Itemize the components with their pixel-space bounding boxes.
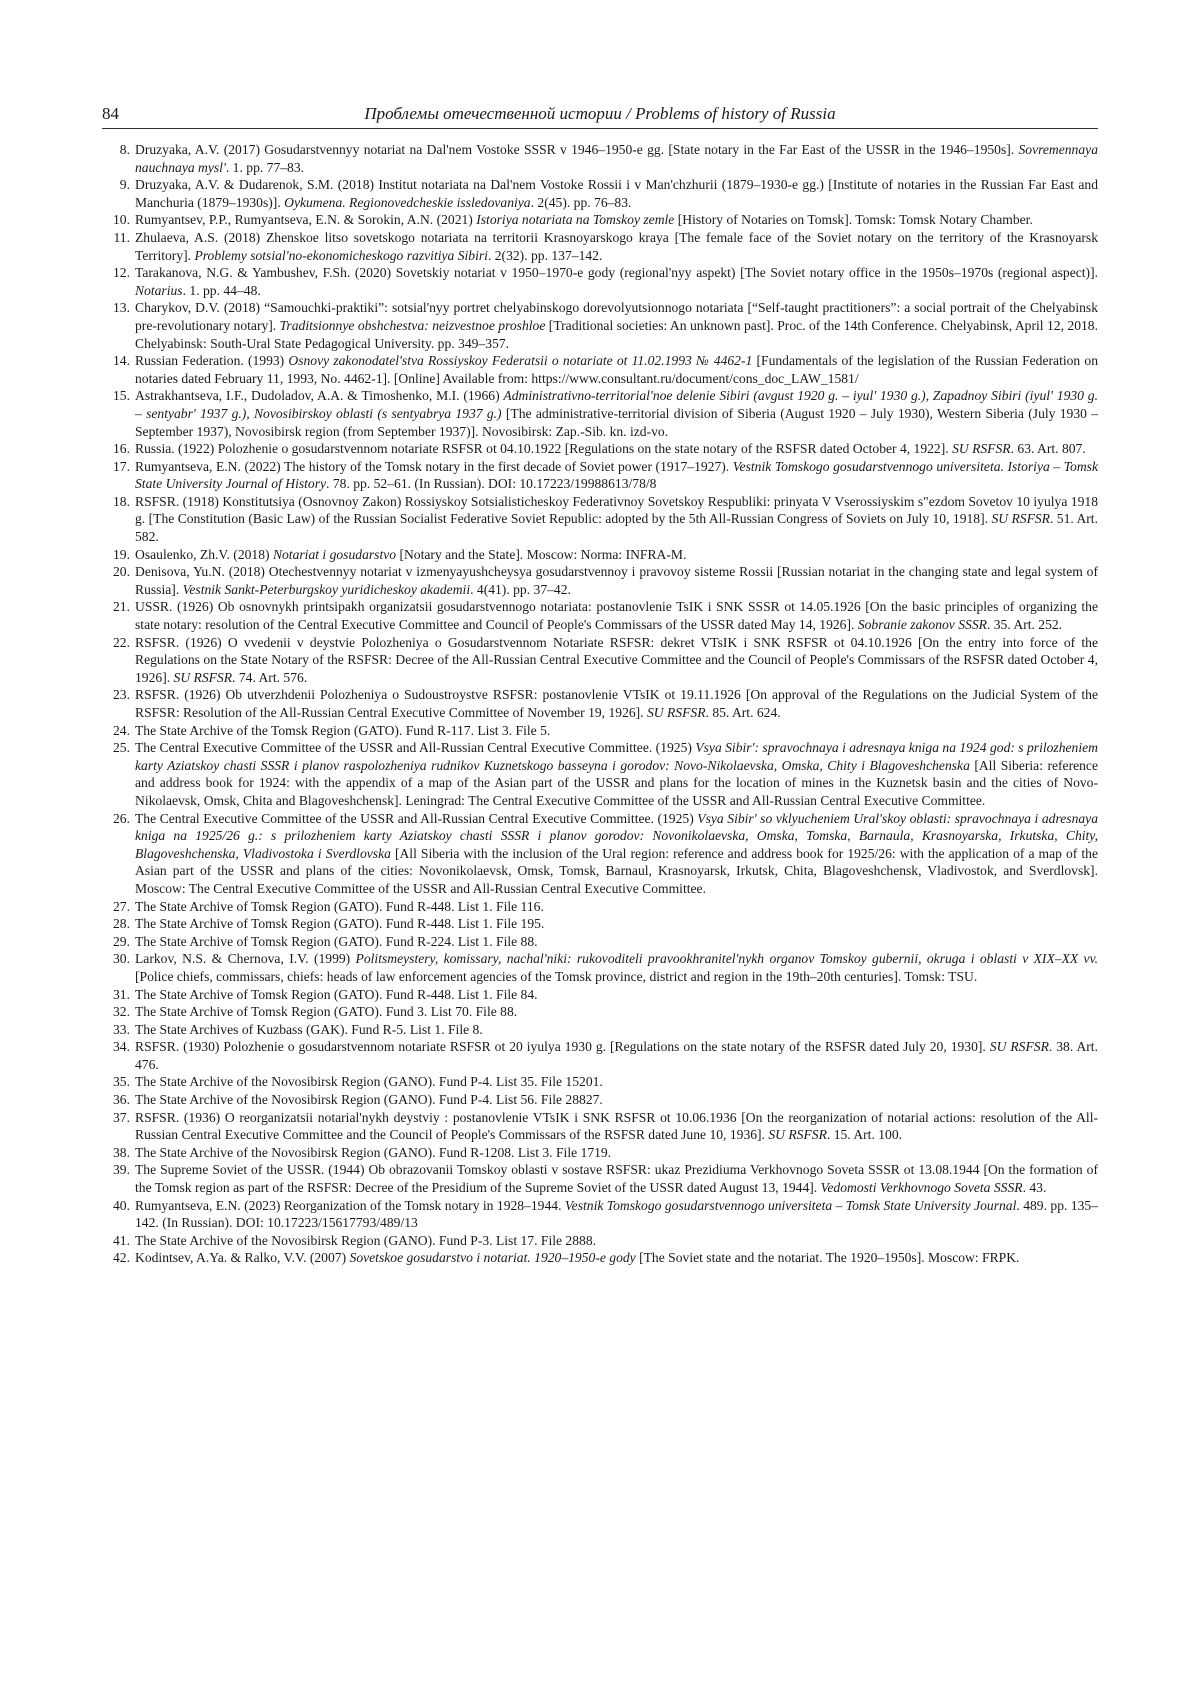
reference-text: [135, 211, 1098, 229]
reference-number: 10.: [113, 212, 130, 228]
reference-text: [135, 915, 1098, 933]
reference-segment: The State Archive of the Novosibirsk Region (GANO). Fund R-1208. List 3. File 1719.: [135, 1144, 612, 1160]
reference-item: [102, 634, 1098, 687]
reference-segment: The State Archive of the Novosibirsk Region (GANO). Fund P-4. List 35. File 15201.: [135, 1074, 603, 1090]
reference-italic-segment: SU RSFSR: [173, 669, 233, 685]
reference-number: 34.: [113, 1039, 130, 1055]
reference-text: [135, 493, 1098, 546]
reference-item: [102, 229, 1098, 264]
reference-italic-segment: SU RSFSR: [989, 1039, 1049, 1055]
reference-item: [102, 563, 1098, 598]
reference-text: [135, 634, 1098, 687]
reference-segment: Astrakhantseva, I.F., Dudoladov, A.A. & Timoshenko, M.I. (1966): [135, 388, 504, 404]
reference-item: [102, 598, 1098, 633]
page-header: [102, 104, 1098, 129]
reference-segment: The State Archive of the Novosibirsk Region (GANO). Fund P-4. List 56. File 28827.: [135, 1092, 603, 1108]
reference-text: [135, 810, 1098, 898]
reference-item: [102, 898, 1098, 916]
reference-segment: . 1. pp. 77–83.: [225, 159, 305, 175]
reference-number: 35.: [113, 1074, 130, 1090]
reference-segment: The State Archives of Kuzbass (GAK). Fund R-5. List 1. File 8.: [135, 1021, 483, 1037]
reference-number: 33.: [113, 1021, 130, 1037]
reference-item: [102, 1197, 1098, 1232]
reference-segment: Larkov, N.S. & Chernova, I.V. (1999): [135, 951, 356, 967]
reference-italic-segment: Notarius: [135, 282, 183, 298]
reference-number: 15.: [113, 388, 130, 404]
reference-segment: . 38. Art. 476.: [135, 1039, 1098, 1072]
reference-segment: . 2(32). pp. 137–142.: [487, 247, 603, 263]
reference-segment: [All Siberia with the inclusion of the Ural region: reference and address book for 1925/26: with the application of a map of the Asian part of the USSR and plans of the cities: Novonikolaevsk, Omsk, Tomsk, Barnaul, Krasnoyarsk, Irkutsk, Chita, Blagoveshchensk, Vladivostok, and Sverdlovsk]. Moscow: The Central Executive Committee of the USSR and All-Russian Central Executive Committee.: [135, 845, 1098, 896]
reference-segment: The Central Executive Committee of the USSR and All-Russian Central Executive Committee. (1925): [135, 740, 696, 756]
reference-segment: . 2(45). pp. 76–83.: [530, 194, 632, 210]
reference-segment: . 35. Art. 252.: [986, 617, 1063, 633]
reference-item: [102, 264, 1098, 299]
running-head: Проблемы отечественной истории / Problems of history of Russia: [364, 104, 836, 123]
reference-text: [135, 598, 1098, 633]
reference-italic-segment: Vsya Sibir': spravochnaya i adresnaya kniga na 1924 god: s prilozheniem karty Aziatskoy chasti SSSR i planov raspolozheniya rudnikov Kuznetskogo basseyna i gorodov: Novo-Nikolaevska, Omska, Chity i Blagoveshchenska: [135, 740, 1098, 773]
reference-text: [135, 1109, 1098, 1144]
page-number: 84: [102, 104, 119, 123]
reference-text: [135, 898, 1098, 916]
reference-item: [102, 176, 1098, 211]
reference-italic-segment: Vedomosti Verkhovnogo Soveta SSSR: [820, 1180, 1023, 1196]
reference-italic-segment: Vestnik Tomskogo gosudarstvennogo universiteta. Istoriya – Tomsk State University Journal of History: [135, 458, 1098, 492]
reference-italic-segment: Notariat i gosudarstvo: [272, 546, 397, 562]
reference-segment: RSFSR. (1926) O vvedenii v deystvie Polozheniya o Gosudarstvennom Notariate RSFSR: dekret VTsIK i SNK RSFSR ot 04.10.1926 [On the entry into force of the Regulations on the State Notary of the RSFSR: Decree of the All-Russian Central Executive Committee and the Council of People's Commissars of the RSFSR dated October 4, 1926].: [135, 634, 1098, 685]
reference-segment: RSFSR. (1918) Konstitutsiya (Osnovnoy Zakon) Rossiyskoy Sotsialisticheskoy Federativnoy Sovetskoy Respubliki: prinyata V Vserossiyskim s"ezdom Sovetov 10 iyulya 1918 g. [The Constitution (Basic Law) of the Russian Socialist Federative Soviet Republic: adopted by the 5th All-Russian Congress of Soviets on July 10, 1918].: [135, 493, 1098, 527]
reference-item: [102, 1073, 1098, 1091]
reference-number: 21.: [113, 599, 130, 615]
reference-segment: [The administrative-territorial division of Siberia (August 1920 – July 1930), Western Siberia (July 1930 – September 1937), Novosibirsk region (from September 1937)]. Novosibirsk: Zap.-Sib. kn. izd-vo.: [135, 405, 1098, 439]
reference-segment: Osaulenko, Zh.V. (2018): [135, 546, 273, 562]
reference-number: 18.: [113, 493, 130, 509]
reference-number: 14.: [113, 353, 130, 369]
reference-text: [135, 141, 1098, 176]
reference-segment: Denisova, Yu.N. (2018) Otechestvennyy notariat v izmenyayushcheysya gosudarstvennoy i pravovoy sisteme Rossii [Russian notariat in the changing state and legal system of Russia].: [135, 564, 1098, 597]
reference-italic-segment: Sovetskoe gosudarstvo i notariat. 1920–1950-e gody: [349, 1250, 636, 1266]
reference-text: [135, 352, 1098, 387]
reference-segment: USSR. (1926) Ob osnovnykh printsipakh organizatsii gosudarstvennogo notariata: postanovlenie TsIK i SNK SSSR ot 14.05.1926 [On the basic principles of organizing the state notary: resolution of the Central Executive Committee and Council of People's Commissars of the USSR dated May 14, 1926].: [135, 599, 1098, 633]
reference-number: 20.: [113, 564, 130, 580]
reference-segment: The State Archive of the Tomsk Region (GATO). Fund R-117. List 3. File 5.: [135, 722, 551, 738]
reference-italic-segment: Oykumena. Regionovedcheskie issledovaniya: [284, 194, 531, 210]
reference-item: [102, 440, 1098, 458]
reference-number: 11.: [113, 229, 130, 245]
reference-item: [102, 1232, 1098, 1250]
reference-item: [102, 739, 1098, 809]
reference-number: 13.: [113, 300, 130, 316]
reference-segment: RSFSR. (1936) O reorganizatsii notarial'nykh deystviy : postanovlenie VTsIK i SNK RSFSR ot 10.06.1936 [On the reorganization of notarial actions: resolution of the All-Russian Central Executive Committee and the Council of People's Commissars of the RSFSR dated June 10, 1936].: [135, 1109, 1098, 1143]
reference-segment: Zhulaeva, A.S. (2018) Zhenskoe litso sovetskogo notariata na territorii Krasnoyarskogo kraya [The female face of the Soviet notary on the territory of the Krasnoyarsk Territory].: [135, 229, 1098, 263]
reference-segment: Russian Federation. (1993): [135, 353, 289, 369]
reference-number: 27.: [113, 898, 130, 914]
reference-segment: [Notary and the State]. Moscow: Norma: INFRA-M.: [396, 546, 687, 562]
reference-number: 31.: [113, 986, 130, 1002]
reference-item: [102, 722, 1098, 740]
reference-number: 39.: [113, 1162, 130, 1178]
reference-italic-segment: SU RSFSR: [952, 441, 1011, 457]
reference-number: 8.: [119, 142, 130, 157]
reference-segment: . 63. Art. 807.: [1010, 441, 1086, 457]
reference-item: [102, 1038, 1098, 1073]
reference-number: 41.: [113, 1232, 130, 1248]
reference-number: 30.: [113, 951, 130, 967]
reference-segment: . 4(41). pp. 37–42.: [470, 581, 571, 597]
reference-segment: . 1. pp. 44–48.: [182, 282, 261, 298]
reference-text: [135, 387, 1098, 440]
reference-number: 24.: [113, 722, 130, 738]
reference-item: [102, 810, 1098, 898]
reference-text: [135, 1144, 1098, 1162]
reference-item: [102, 950, 1098, 985]
reference-text: [135, 1038, 1098, 1073]
reference-segment: . 51. Art. 582.: [135, 511, 1098, 545]
reference-text: [135, 1003, 1098, 1021]
reference-italic-segment: Sobranie zakonov SSSR: [857, 617, 987, 633]
reference-number: 28.: [113, 916, 130, 932]
reference-italic-segment: SU RSFSR: [646, 705, 706, 720]
reference-text: [135, 686, 1098, 721]
reference-number: 16.: [113, 441, 130, 457]
reference-segment: Charykov, D.V. (2018) “Samouchki-praktiki”: sotsial'nyy portret chelyabinskogo dorevolyutsionnogo notariata [“Self-taught practitioners”: a social portrait of the Chelyabinsk pre-revolutionary notary].: [135, 300, 1098, 333]
reference-item: [102, 299, 1098, 352]
reference-number: 37.: [113, 1109, 130, 1125]
reference-text: [135, 1091, 1098, 1109]
reference-italic-segment: SU RSFSR: [768, 1127, 827, 1143]
reference-segment: [All Siberia: reference and address book for 1924: with the appendix of a map of the Asian part of the USSR and plans for the location of mines in the Kuznetsk basin and the cities of Novo-Nikolaevsk, Omsk, Chita and Blagoveshchensk]. Leningrad: The Central Executive Committee of the USSR and All-Russian Central Executive Committee.: [135, 757, 1099, 808]
reference-number: 38.: [113, 1144, 130, 1160]
reference-list: [102, 141, 1098, 1267]
reference-segment: The State Archive of Tomsk Region (GATO). Fund R-448. List 1. File 116.: [135, 898, 544, 914]
reference-italic-segment: Vsya Sibir' so vklyucheniem Ural'skoy oblasti: spravochnaya i adresnaya kniga na 1925/26 g.: s prilozheniem karty Aziatskoy chasti SSSR i planov gorodov: Novonikolaevska, Omska, Tomska, Barnaula, Krasnoyarska, Irkutska, Chity, Blagoveshchenska, Vladivostoka i Sverdlovska: [135, 810, 1098, 861]
reference-italic-segment: Traditsionnye obshchestva: neizvestnoe proshloe: [279, 317, 546, 333]
reference-segment: [Fundamentals of the legislation of the Russian Federation on notaries dated February 11, 1993, No. 4462-1]. [Online] Available from: https://www.consultant.ru/document/cons_doc_LAW_1581/: [135, 353, 1098, 386]
reference-number: 29.: [113, 933, 130, 949]
reference-text: [135, 722, 1098, 740]
reference-text: [135, 1249, 1098, 1267]
reference-text: [135, 440, 1098, 458]
reference-italic-segment: Osnovy zakonodatel'stva Rossiyskoy Federatsii o notariate ot 11.02.1993 № 4462-1: [288, 353, 753, 369]
reference-text: [135, 950, 1098, 985]
reference-number: 17.: [113, 458, 130, 474]
reference-text: [135, 229, 1098, 264]
reference-segment: The State Archive of Tomsk Region (GATO). Fund R-224. List 1. File 88.: [135, 933, 538, 949]
reference-segment: Rumyantseva, E.N. (2023) Reorganization of the Tomsk notary in 1928–1944.: [135, 1197, 565, 1213]
reference-segment: [Police chiefs, commissars, chiefs: heads of law enforcement agencies of the Tomsk province, district and region in the 19th–20th centuries]. Tomsk: TSU.: [135, 968, 978, 984]
reference-text: [135, 546, 1098, 564]
reference-number: 9.: [119, 177, 130, 193]
reference-segment: Druzyaka, A.V. & Dudarenok, S.M. (2018) Institut notariata na Dal'nem Vostoke Rossii i v Man'chzhurii (1879–1930-e gg.) [Institute of notaries in the Russian Far East and Manchuria (1879–1930s)].: [135, 177, 1098, 210]
reference-item: [102, 686, 1098, 721]
reference-item: [102, 1144, 1098, 1162]
reference-text: [135, 1197, 1098, 1232]
reference-segment: . 489. pp. 135–142. (In Russian). DOI: 10.17223/15617793/489/13: [135, 1197, 1098, 1231]
reference-item: [102, 1161, 1098, 1196]
reference-text: [135, 563, 1098, 598]
reference-number: 12.: [113, 265, 130, 281]
reference-number: 40.: [113, 1197, 130, 1213]
reference-item: [102, 1109, 1098, 1144]
reference-italic-segment: SU RSFSR: [991, 511, 1050, 527]
reference-text: [135, 1021, 1098, 1039]
reference-italic-segment: Administrativno-territorial'noe delenie Sibiri (avgust 1920 g. – iyul' 1930 g.), Zapadnoy Sibiri (iyul' 1930 g. – sentyabr' 1937 g.), Novosibirskoy oblasti (s sentyabrya 1937 g.): [135, 388, 1098, 421]
reference-number: 23.: [113, 687, 130, 703]
reference-item: [102, 986, 1098, 1004]
reference-item: [102, 915, 1098, 933]
reference-segment: RSFSR. (1930) Polozhenie o gosudarstvennom notariate RSFSR ot 20 iyulya 1930 g. [Regulations on the state notary of the RSFSR dated July 20, 1930].: [135, 1039, 990, 1055]
reference-segment: The State Archive of Tomsk Region (GATO). Fund 3. List 70. File 88.: [135, 1004, 518, 1020]
reference-number: 19.: [113, 546, 130, 562]
reference-segment: Rumyantsev, P.P., Rumyantseva, E.N. & Sorokin, A.N. (2021): [135, 212, 477, 228]
reference-segment: . 85. Art. 624.: [705, 705, 781, 720]
reference-text: [135, 986, 1098, 1004]
reference-text: [135, 933, 1098, 951]
reference-segment: The Central Executive Committee of the USSR and All-Russian Central Executive Committee. (1925): [135, 810, 698, 826]
reference-text: [135, 176, 1098, 211]
reference-segment: Rumyantseva, E.N. (2022) The history of the Tomsk notary in the first decade of Soviet power (1917–1927).: [135, 458, 733, 474]
reference-italic-segment: Problemy sotsial'no-ekonomicheskogo razvitiya Sibiri: [194, 247, 488, 263]
reference-item: [102, 1091, 1098, 1109]
reference-text: [135, 1232, 1098, 1250]
reference-number: 26.: [113, 810, 130, 826]
reference-segment: [Traditional societies: An unknown past]. Proc. of the 14th Conference. Chelyabinsk, April 12, 2018. Chelyabinsk: South-Ural State Pedagogical University. pp. 349–357.: [135, 317, 1098, 351]
reference-item: [102, 458, 1098, 493]
reference-item: [102, 493, 1098, 546]
reference-item: [102, 1021, 1098, 1039]
reference-segment: . 78. pp. 52–61. (In Russian). DOI: 10.17223/19988613/78/8: [326, 476, 657, 492]
reference-segment: The State Archive of Tomsk Region (GATO). Fund R-448. List 1. File 195.: [135, 916, 545, 932]
reference-segment: The State Archive of the Novosibirsk Region (GANO). Fund P-3. List 17. File 2888.: [135, 1232, 597, 1248]
reference-segment: Russia. (1922) Polozhenie o gosudarstvennom notariate RSFSR ot 04.10.1922 [Regulations on the state notary of the RSFSR dated October 4, 1922].: [135, 441, 953, 457]
reference-number: 42.: [113, 1250, 130, 1266]
reference-item: [102, 546, 1098, 564]
reference-text: [135, 299, 1098, 352]
reference-segment: The State Archive of Tomsk Region (GATO). Fund R-448. List 1. File 84.: [135, 986, 538, 1002]
reference-item: [102, 933, 1098, 951]
reference-segment: . 43.: [1022, 1180, 1047, 1196]
reference-number: 32.: [113, 1004, 130, 1020]
reference-segment: [The Soviet state and the notariat. The 1920–1950s]. Moscow: FRPK.: [635, 1250, 1020, 1266]
reference-item: [102, 141, 1098, 176]
page: [102, 104, 1098, 1267]
reference-item: [102, 1249, 1098, 1267]
reference-text: [135, 1161, 1098, 1196]
reference-italic-segment: Politsmeystery, komissary, nachal'niki: rukovoditeli pravookhranitel'nykh organov Tomskoy gubernii, okruga i oblasti v XIX–XX vv.: [355, 951, 1098, 967]
reference-italic-segment: Vestnik Sankt-Peterburgskoy yuridicheskoy akademii: [182, 581, 471, 597]
reference-item: [102, 387, 1098, 440]
reference-text: [135, 458, 1098, 493]
reference-number: 22.: [113, 634, 130, 650]
reference-segment: . 15. Art. 100.: [826, 1127, 903, 1143]
reference-segment: The Supreme Soviet of the USSR. (1944) Ob obrazovanii Tomskoy oblasti v sostave RSFSR: ukaz Prezidiuma Verkhovnogo Soveta SSSR ot 13.08.1944 [On the formation of the Tomsk region as part of the RSFSR: Decree of the Presidium of the Supreme Soviet of the USSR dated August 13, 1944].: [135, 1162, 1098, 1196]
reference-number: 36.: [113, 1092, 130, 1108]
reference-segment: . 74. Art. 576.: [232, 669, 308, 685]
reference-text: [135, 739, 1098, 809]
reference-italic-segment: Sovremennaya nauchnaya mysl': [135, 142, 1098, 175]
reference-item: [102, 211, 1098, 229]
reference-segment: Druzyaka, A.V. (2017) Gosudarstvennyy notariat na Dal'nem Vostoke SSSR v 1946–1950-e gg. [State notary in the Far East of the USSR in the 1946–1950s].: [135, 142, 1019, 157]
reference-text: [135, 264, 1098, 299]
reference-number: 25.: [113, 740, 130, 756]
reference-italic-segment: Istoriya notariata na Tomskoy zemle: [476, 212, 675, 228]
reference-text: [135, 1073, 1098, 1091]
reference-segment: Kodintsev, A.Ya. & Ralko, V.V. (2007): [135, 1250, 350, 1266]
reference-segment: Tarakanova, N.G. & Yambushev, F.Sh. (2020) Sovetskiy notariat v 1950–1970-e gody (regional'nyy aspekt) [The Soviet notary office in the 1950s–1970s (regional aspect)].: [135, 265, 1098, 281]
reference-item: [102, 1003, 1098, 1021]
reference-segment: [History of Notaries on Tomsk]. Tomsk: Tomsk Notary Chamber.: [674, 212, 1033, 228]
reference-item: [102, 352, 1098, 387]
reference-italic-segment: Vestnik Tomskogo gosudarstvennogo universiteta – Tomsk State University Journal: [564, 1197, 1017, 1213]
reference-segment: RSFSR. (1926) Ob utverzhdenii Polozheniya o Sudoustroystve RSFSR: postanovlenie VTsIK ot 19.11.1926 [On approval of the Regulations on the Judicial System of the RSFSR: Resolution of the All-Russian Central Executive Committee of November 19, 1926].: [135, 687, 1098, 720]
